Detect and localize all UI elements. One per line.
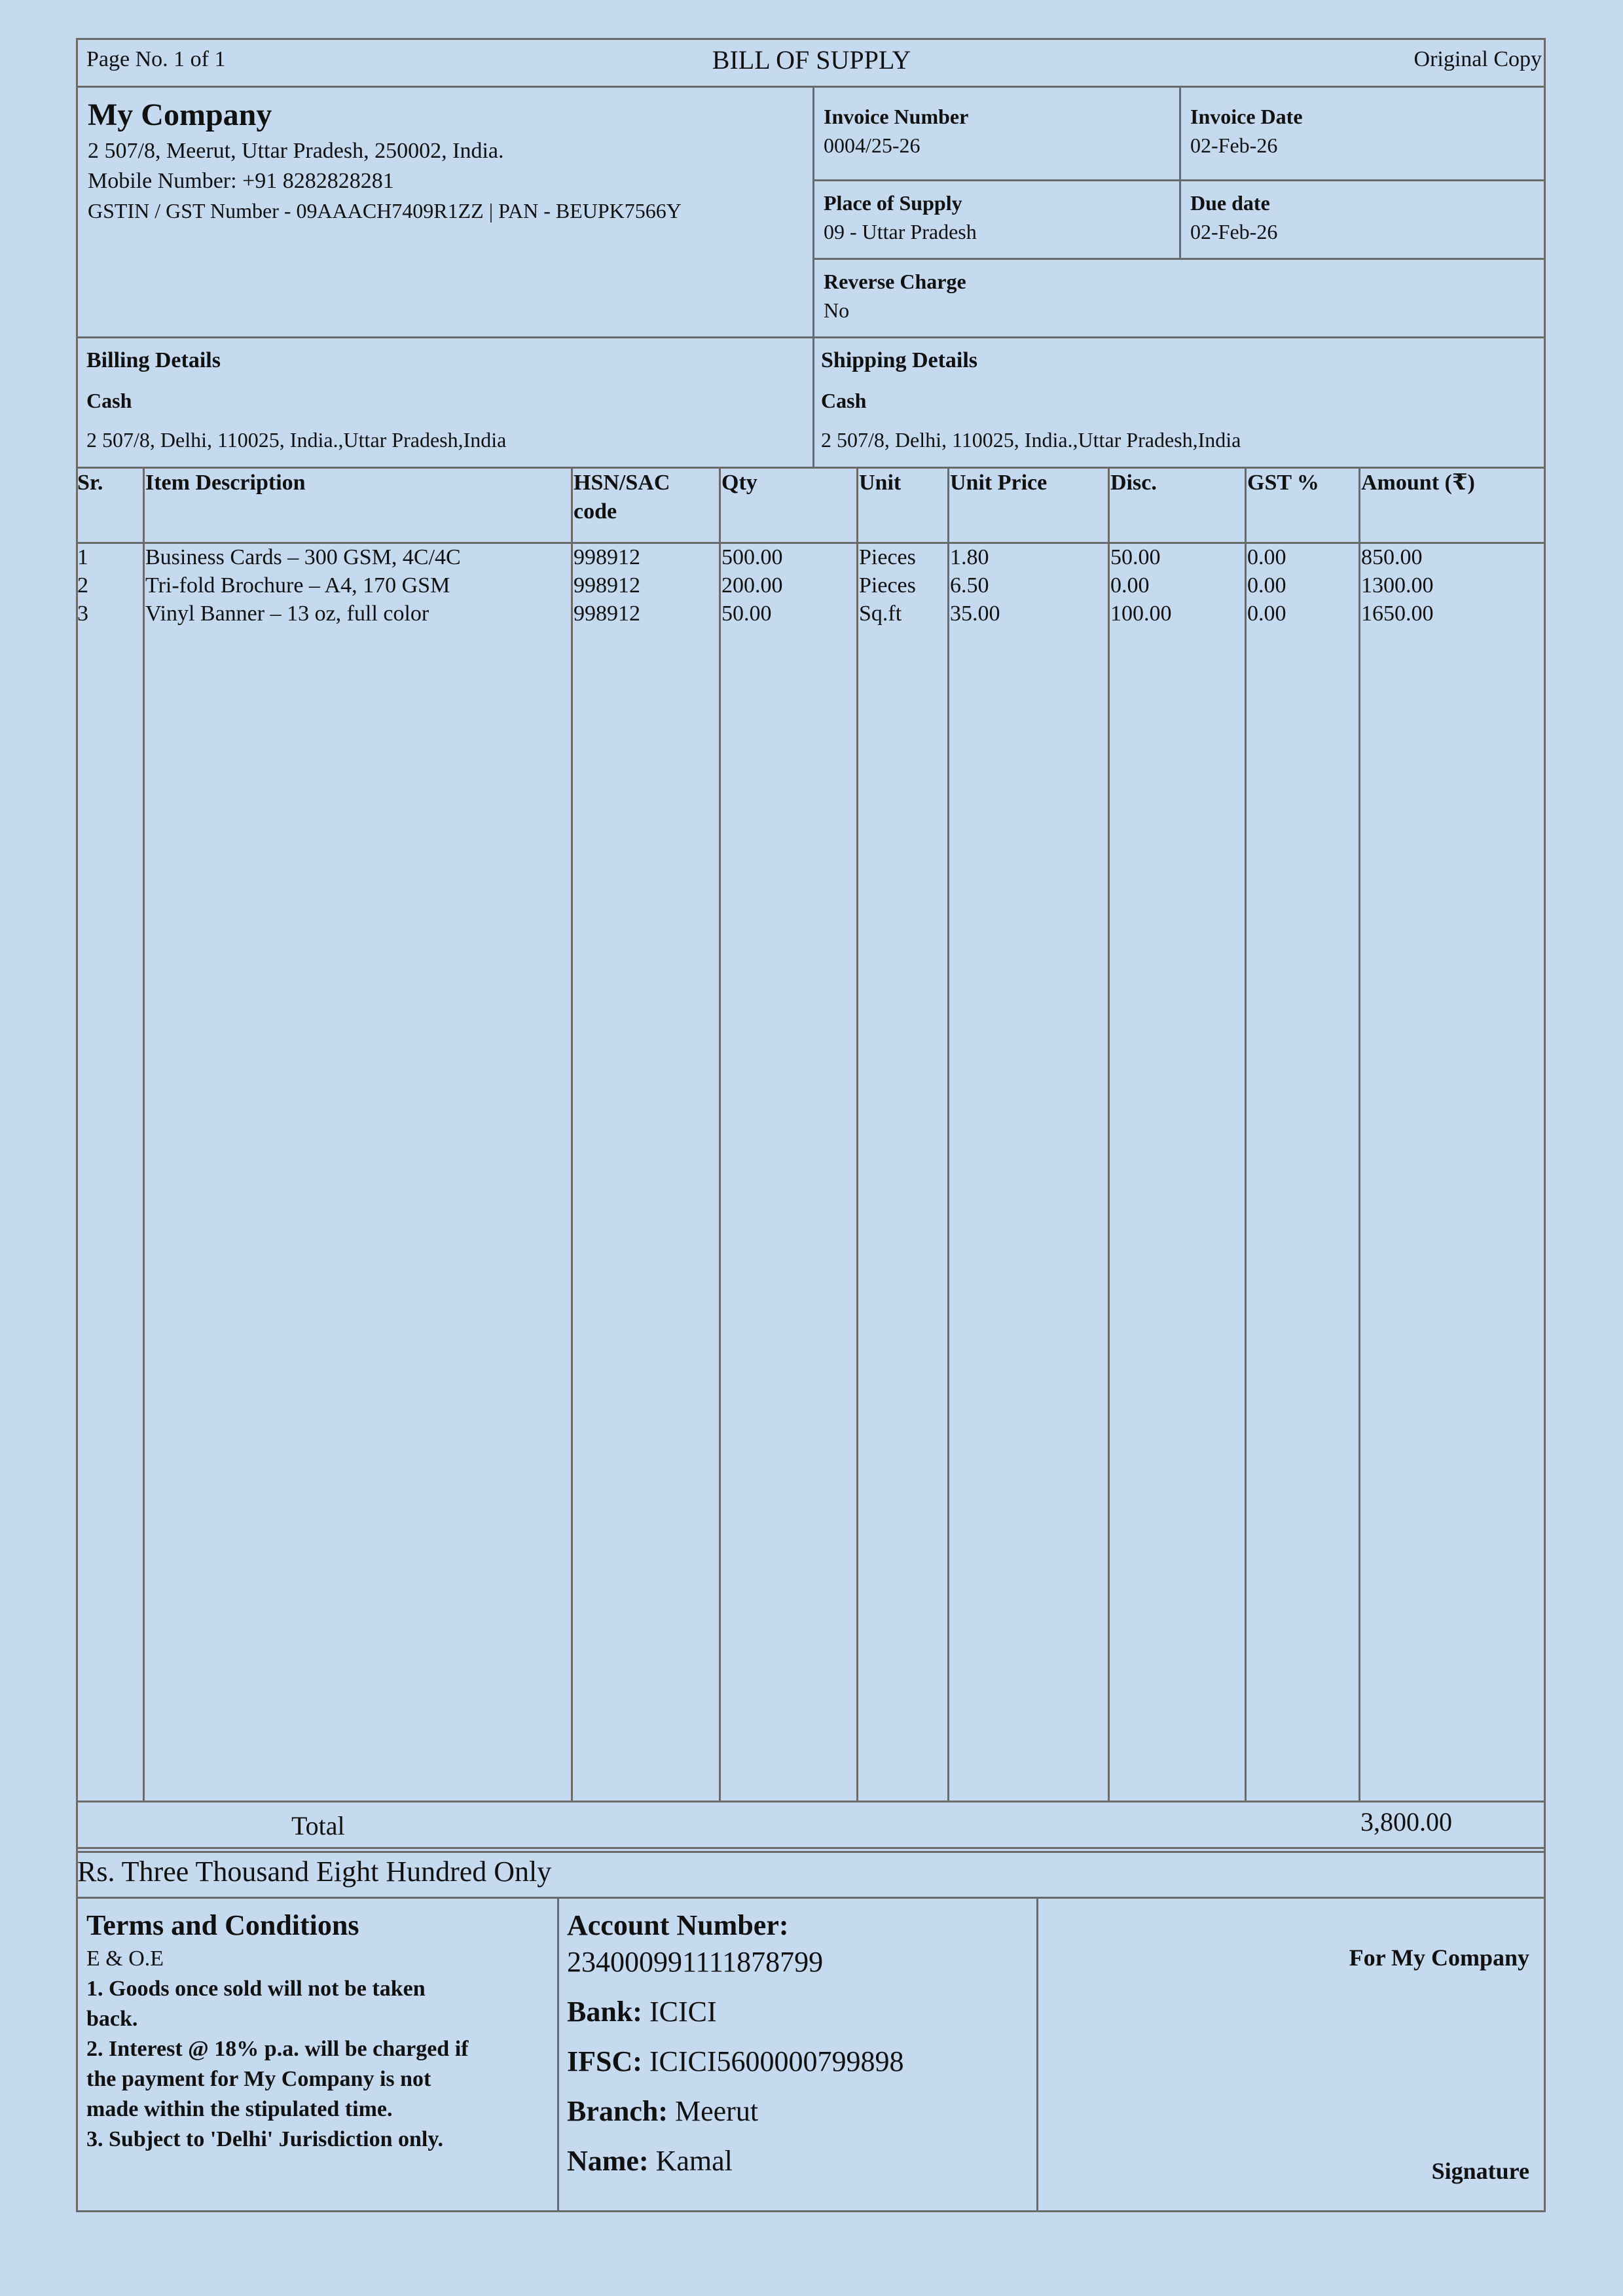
company-tax-ids: GSTIN / GST Number - 09AAACH7409R1ZZ | PAN - BEUPK7566Y (88, 199, 682, 223)
company-mobile: Mobile Number: +91 8282828281 (88, 169, 394, 193)
divider (76, 86, 1546, 88)
divider (812, 336, 814, 468)
terms-eoe: E & O.E (86, 1946, 164, 1971)
invoice-date-label: Invoice Date (1190, 105, 1303, 128)
divider (812, 258, 1546, 260)
terms-line: made within the stipulated time. (86, 2097, 393, 2121)
cell-hsn: 998912 (574, 573, 640, 598)
cell-qty: 500.00 (721, 545, 783, 569)
total-label: Total (291, 1811, 345, 1840)
col-header-description: Item Description (145, 471, 306, 495)
shipping-details-label: Shipping Details (821, 348, 978, 372)
name-row (567, 2143, 1025, 2179)
reverse-charge-label: Reverse Charge (824, 270, 966, 293)
billing-name: Cash (86, 389, 132, 412)
bank-value: ICICI (649, 1996, 717, 2028)
column-divider (1108, 467, 1110, 1802)
company-address: 2 507/8, Meerut, Uttar Pradesh, 250002, India. (88, 139, 504, 163)
company-name: My Company (88, 98, 272, 132)
divider (1179, 86, 1181, 259)
divider (1036, 1897, 1038, 2211)
col-header-discount: Disc. (1110, 471, 1157, 495)
col-header-hsn-line1: HSN/SAC (574, 471, 670, 495)
divider (76, 1801, 1546, 1803)
page-number: Page No. 1 of 1 (86, 47, 226, 71)
cell-qty: 200.00 (721, 573, 783, 598)
branch-label: Branch: (567, 2095, 668, 2127)
total-value: 3,800.00 (1360, 1807, 1452, 1837)
invoice-number: 0004/25-26 (824, 134, 921, 157)
ifsc-label: IFSC: (567, 2045, 642, 2077)
account-number-label: Account Number: (567, 1909, 789, 1941)
cell-unit-price: 1.80 (950, 545, 989, 569)
shipping-name: Cash (821, 389, 867, 412)
col-header-qty: Qty (721, 471, 757, 495)
col-header-hsn (574, 469, 670, 526)
cell-gst: 0.00 (1247, 545, 1286, 569)
account-name-value: Kamal (655, 2145, 733, 2177)
cell-amount: 1650.00 (1361, 601, 1434, 626)
ifsc-value: ICICI5600000799898 (649, 2045, 904, 2077)
bank-label: Bank: (567, 1996, 642, 2028)
due-date: 02-Feb-26 (1190, 220, 1278, 243)
due-date-label: Due date (1190, 191, 1270, 215)
cell-amount: 1300.00 (1361, 573, 1434, 598)
divider (812, 86, 814, 338)
column-divider (947, 467, 949, 1802)
terms-line: 1. Goods once sold will not be taken (86, 1977, 426, 2001)
cell-hsn: 998912 (574, 601, 640, 626)
branch-value: Meerut (675, 2095, 759, 2127)
column-divider (571, 467, 573, 1802)
cell-amount: 850.00 (1361, 545, 1423, 569)
bank-details (567, 1907, 1025, 2179)
cell-unit-price: 35.00 (950, 601, 1000, 626)
invoice-date: 02-Feb-26 (1190, 134, 1278, 157)
divider (812, 179, 1546, 181)
cell-sr: 3 (77, 601, 88, 626)
shipping-address: 2 507/8, Delhi, 110025, India.,Uttar Pradesh,India (821, 428, 1241, 452)
cell-sr: 2 (77, 573, 88, 598)
divider (557, 1897, 559, 2211)
billing-address: 2 507/8, Delhi, 110025, India.,Uttar Pradesh,India (86, 428, 507, 452)
cell-discount: 100.00 (1110, 601, 1172, 626)
amount-in-words: Rs. Three Thousand Eight Hundred Only (77, 1856, 552, 1888)
divider (76, 1851, 1546, 1853)
branch-row (567, 2093, 1025, 2130)
ifsc-row (567, 2043, 1025, 2080)
column-divider (856, 467, 858, 1802)
copy-type: Original Copy (1413, 47, 1542, 71)
terms-line: 3. Subject to 'Delhi' Jurisdiction only. (86, 2127, 443, 2151)
terms-line: 2. Interest @ 18% p.a. will be charged if (86, 2037, 469, 2061)
column-divider (143, 467, 145, 1802)
terms-line: back. (86, 2007, 138, 2031)
terms-section (86, 1907, 545, 2155)
cell-gst: 0.00 (1247, 601, 1286, 626)
place-of-supply: 09 - Uttar Pradesh (824, 220, 977, 243)
cell-discount: 50.00 (1110, 545, 1161, 569)
cell-description: Tri-fold Brochure – A4, 170 GSM (145, 573, 450, 598)
divider (76, 1847, 1546, 1849)
column-divider (719, 467, 721, 1802)
invoice-number-label: Invoice Number (824, 105, 969, 128)
col-header-sr: Sr. (77, 471, 103, 495)
divider (76, 1897, 1546, 1899)
cell-description: Business Cards – 300 GSM, 4C/4C (145, 545, 461, 569)
account-name-label: Name: (567, 2145, 649, 2177)
cell-qty: 50.00 (721, 601, 772, 626)
cell-unit: Pieces (859, 545, 916, 569)
cell-sr: 1 (77, 545, 88, 569)
cell-gst: 0.00 (1247, 573, 1286, 598)
cell-unit-price: 6.50 (950, 573, 989, 598)
cell-hsn: 998912 (574, 545, 640, 569)
terms-line: the payment for My Company is not (86, 2067, 431, 2091)
place-of-supply-label: Place of Supply (824, 191, 962, 215)
col-header-unit: Unit (859, 471, 902, 495)
cell-unit: Sq.ft (859, 601, 902, 626)
cell-unit: Pieces (859, 573, 916, 598)
document-title: BILL OF SUPPLY (712, 45, 911, 75)
cell-description: Vinyl Banner – 13 oz, full color (145, 601, 429, 626)
col-header-gst: GST % (1247, 471, 1319, 495)
account-number: 234000991111878799 (567, 1946, 824, 1978)
billing-details-label: Billing Details (86, 348, 221, 372)
reverse-charge: No (824, 298, 850, 322)
for-company-label: For My Company (1349, 1945, 1529, 1971)
col-header-hsn-line2: code (574, 499, 617, 524)
bank-row (567, 1994, 1025, 2030)
signature-label: Signature (1431, 2158, 1529, 2184)
cell-discount: 0.00 (1110, 573, 1150, 598)
column-divider (1245, 467, 1247, 1802)
divider (76, 336, 1546, 338)
col-header-amount: Amount (₹) (1361, 471, 1475, 495)
terms-title: Terms and Conditions (86, 1909, 359, 1941)
col-header-unit-price: Unit Price (950, 471, 1048, 495)
column-divider (1359, 467, 1360, 1802)
